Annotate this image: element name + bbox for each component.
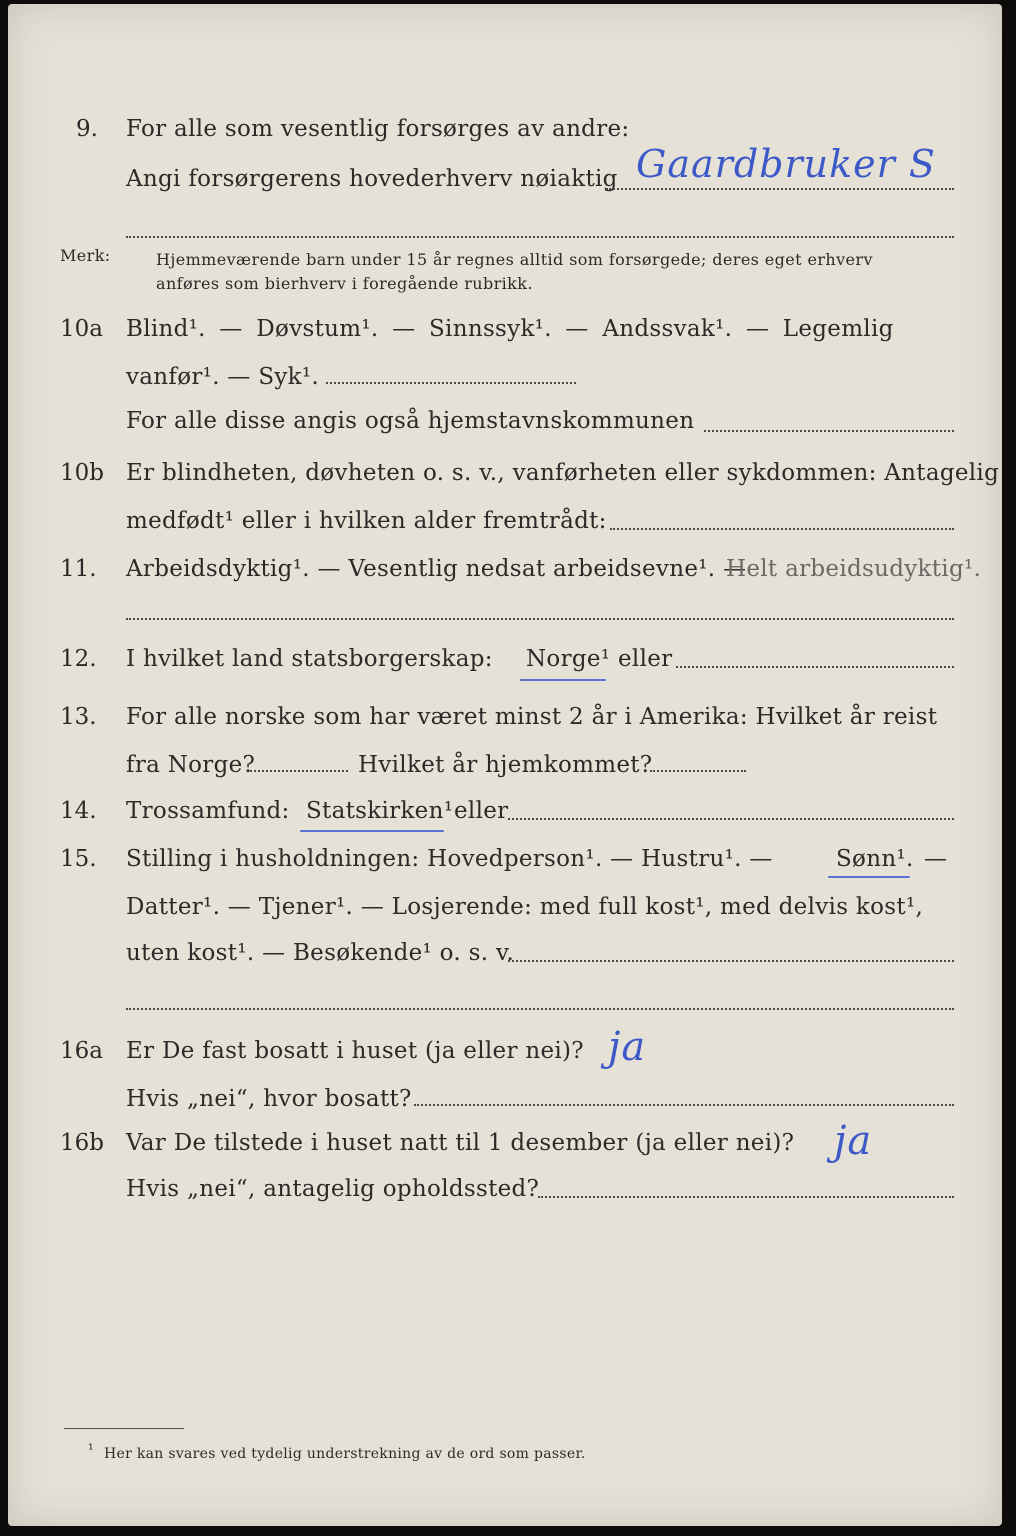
- q10b-answer-line: [610, 528, 954, 530]
- q10a-answer-line: [326, 382, 576, 384]
- q13-returned-year-line: [650, 770, 746, 772]
- q16b-number: 16b: [60, 1130, 104, 1156]
- q13-returned-year-label: Hvilket år hjemkommet?: [358, 752, 653, 778]
- q11-answer-line: [126, 618, 954, 620]
- q16b-whereabouts-label: Hvis „nei“, antagelig opholdssted?: [126, 1176, 540, 1202]
- q16a-handwritten-answer: ja: [608, 1024, 647, 1070]
- census-form-page: [8, 4, 1002, 1526]
- footnote-divider: [64, 1428, 184, 1429]
- q12-option-norway: Norge¹: [526, 646, 611, 672]
- footnote-mark: ¹: [88, 1442, 94, 1458]
- q9-question: For alle som vesentlig forsørges av andre:: [126, 116, 630, 142]
- q10a-number: 10a: [60, 316, 103, 342]
- q16b-whereabouts-line: [538, 1196, 954, 1198]
- q14-option-state-church: Statskirken¹: [306, 798, 454, 824]
- q15-dash: —: [924, 846, 948, 872]
- q11-option-unable: Helt arbeidsudyktig¹.: [726, 556, 982, 582]
- q12-question: I hvilket land statsborgerskap:: [126, 646, 493, 672]
- q15-question-line2: Datter¹. — Tjener¹. — Losjerende: med full kost¹, med delvis kost¹,: [126, 894, 924, 920]
- q9-occupation-label: Angi forsørgerens hovederhverv nøiaktig: [126, 166, 618, 192]
- q12-or: eller: [618, 646, 673, 672]
- q14-underline-mark: [300, 830, 444, 832]
- q15-underline-mark: [828, 876, 910, 878]
- q9-number: 9.: [76, 116, 98, 142]
- q10a-question-line2: vanfør¹. — Syk¹.: [126, 364, 320, 390]
- q16b-handwritten-answer: ja: [834, 1118, 873, 1164]
- q13-number: 13.: [60, 704, 97, 730]
- q16a-question: Er De fast bosatt i huset (ja eller nei)?: [126, 1038, 584, 1064]
- q11-number: 11.: [60, 556, 97, 582]
- footnote-text: Her kan svares ved tydelig understrekning av de ord som passer.: [104, 1446, 586, 1462]
- q10b-question-line1: Er blindheten, døvheten o. s. v., vanførheten eller sykdommen: Antagelig: [126, 460, 1000, 486]
- q10b-question-line2: medfødt¹ eller i hvilken alder fremtrådt:: [126, 508, 607, 534]
- q15-number: 15.: [60, 846, 97, 872]
- q15-option-son: Sønn¹.: [836, 846, 914, 872]
- q16a-where-line: [414, 1104, 954, 1106]
- q15-answer-line: [508, 960, 954, 962]
- merk-note-line1: Hjemmeværende barn under 15 år regnes alltid som forsørgede; deres eget erhverv: [156, 250, 873, 269]
- q9-handwritten-answer: Gaardbruker S: [636, 142, 936, 186]
- q10a-question-line1: Blind¹. — Døvstum¹. — Sinnssyk¹. — Andssvak¹. — Legemlig: [126, 316, 894, 342]
- q12-number: 12.: [60, 646, 97, 672]
- q14-question: Trossamfund:: [126, 798, 290, 824]
- q14-answer-line: [508, 818, 954, 820]
- q11-options: Arbeidsdyktig¹. — Vesentlig nedsat arbeidsevne¹. —: [126, 556, 747, 582]
- q12-underline-mark: [520, 679, 606, 681]
- q12-answer-line: [676, 666, 954, 668]
- merk-note-line2: anføres som bierhverv i foregående rubrikk.: [156, 274, 533, 293]
- q10a-home-municipality: For alle disse angis også hjemstavnskommunen: [126, 408, 695, 434]
- q13-emigrated-year-label: fra Norge?: [126, 752, 256, 778]
- merk-label: Merk:: [60, 246, 111, 265]
- q10a-municipality-line: [704, 430, 954, 432]
- q14-or: eller: [454, 798, 509, 824]
- q9-extra-line: [126, 236, 954, 238]
- q14-number: 14.: [60, 798, 97, 824]
- q13-question-line1: For alle norske som har været minst 2 år i Amerika: Hvilket år reist: [126, 704, 938, 730]
- q13-emigrated-year-line: [250, 770, 348, 772]
- q16a-where-label: Hvis „nei“, hvor bosatt?: [126, 1086, 412, 1112]
- q9-answer-line: [606, 188, 954, 190]
- q16a-number: 16a: [60, 1038, 103, 1064]
- q10b-number: 10b: [60, 460, 104, 486]
- q15-extra-line: [126, 1008, 954, 1010]
- q15-question-line3: uten kost¹. — Besøkende¹ o. s. v.: [126, 940, 515, 966]
- q15-question-line1: Stilling i husholdningen: Hovedperson¹. — Hustru¹. —: [126, 846, 773, 872]
- q16b-question: Var De tilstede i huset natt til 1 desember (ja eller nei)?: [126, 1130, 795, 1156]
